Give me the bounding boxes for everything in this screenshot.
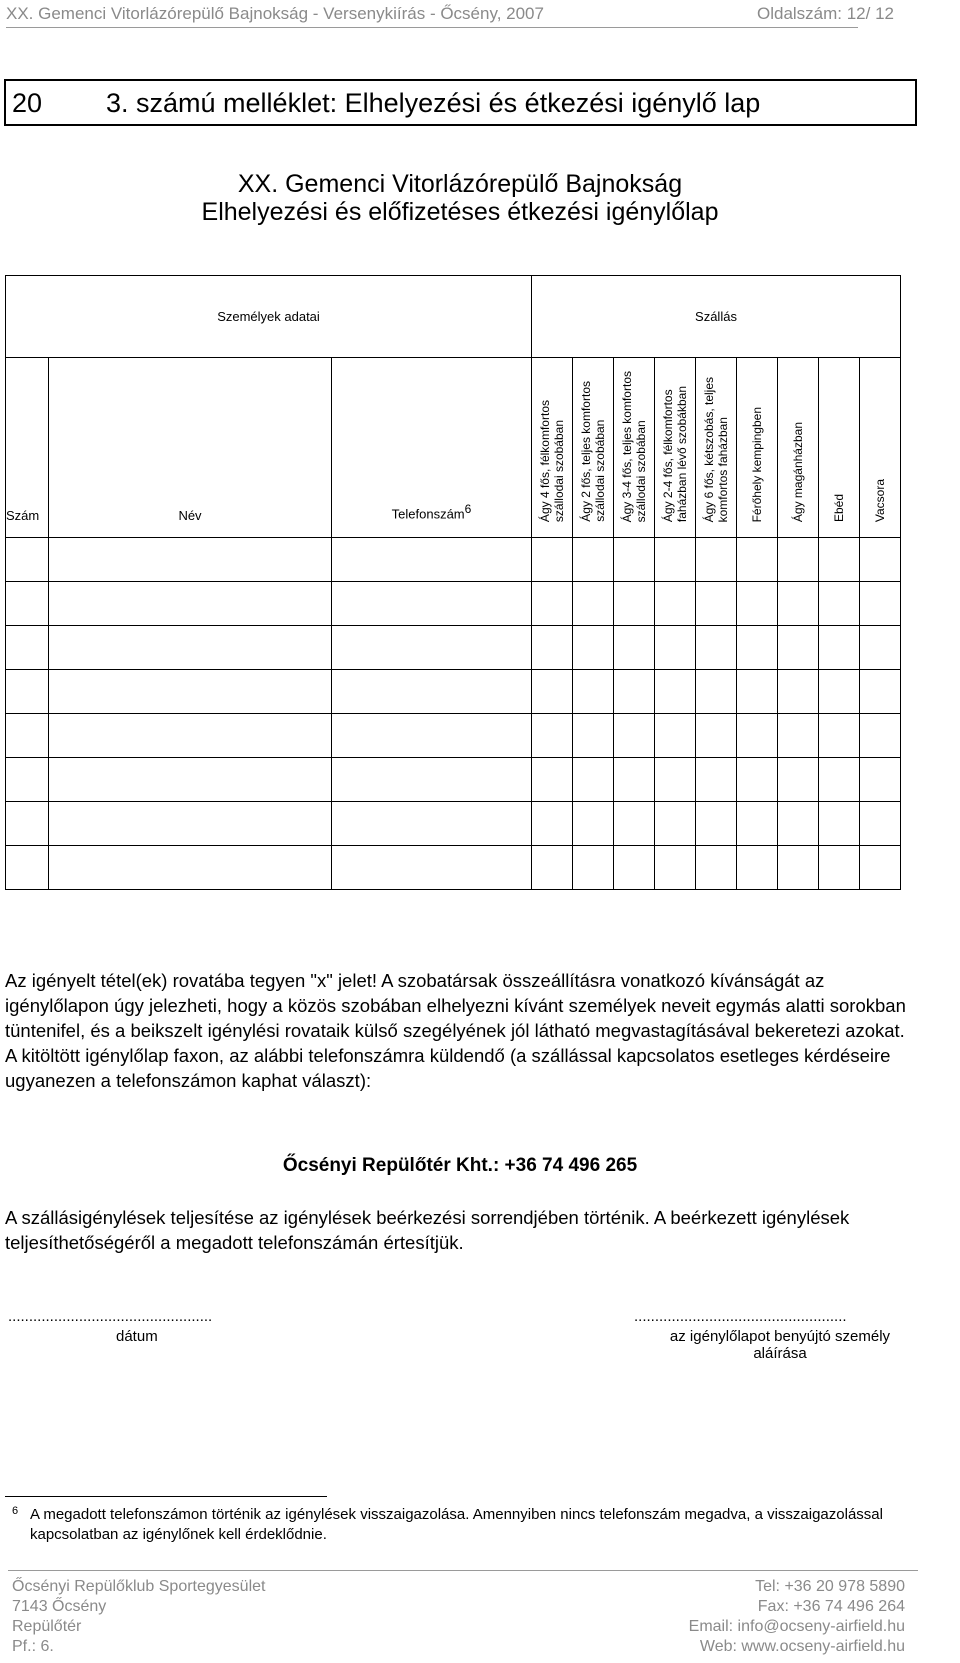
- form-cell[interactable]: [819, 582, 860, 626]
- col-header-ebed: Ebéd: [819, 358, 860, 538]
- table-row: [6, 670, 901, 714]
- form-cell[interactable]: [49, 802, 332, 846]
- form-cell[interactable]: [819, 626, 860, 670]
- date-dots: .................................................: [8, 1308, 213, 1325]
- form-cell[interactable]: [49, 758, 332, 802]
- form-cell[interactable]: [614, 714, 655, 758]
- form-cell[interactable]: [655, 538, 696, 582]
- form-cell[interactable]: [778, 846, 819, 890]
- footnote-mark: 6: [464, 501, 472, 516]
- form-cell[interactable]: [532, 582, 573, 626]
- col-header-vacsora: Vacsora: [860, 358, 901, 538]
- section-title: 3. számú melléklet: Elhelyezési és étkezési igénylő lap: [106, 88, 761, 118]
- form-cell[interactable]: [532, 670, 573, 714]
- form-cell[interactable]: [860, 582, 901, 626]
- form-cell[interactable]: [655, 802, 696, 846]
- form-cell[interactable]: [49, 582, 332, 626]
- form-cell[interactable]: [532, 714, 573, 758]
- form-cell[interactable]: [819, 670, 860, 714]
- footnote-rule: [5, 1496, 327, 1497]
- form-cell[interactable]: [737, 670, 778, 714]
- form-cell[interactable]: [332, 758, 532, 802]
- request-table: [5, 275, 901, 890]
- table-row: [6, 714, 901, 758]
- form-cell[interactable]: [6, 670, 49, 714]
- form-cell[interactable]: [614, 846, 655, 890]
- date-label: dátum: [116, 1328, 158, 1345]
- form-cell[interactable]: [737, 802, 778, 846]
- col-header-lodging-4: Ágy 2-4 fős, félkomfortos faházban lévő szobákban: [655, 358, 696, 538]
- form-cell[interactable]: [49, 714, 332, 758]
- footer-rule: [8, 1570, 918, 1571]
- form-cell[interactable]: [49, 670, 332, 714]
- document-header-title: XX. Gemenci Vitorlázórepülő Bajnokság - Versenykiírás - Őcsény, 2007: [6, 4, 544, 23]
- col-header-nev: Név: [49, 358, 332, 538]
- form-cell[interactable]: [6, 538, 49, 582]
- form-cell[interactable]: [6, 626, 49, 670]
- form-title-line1: XX. Gemenci Vitorlázórepülő Bajnokság: [237, 170, 683, 198]
- col-header-kemping: Férőhely kempingben: [737, 358, 778, 538]
- form-cell[interactable]: [696, 714, 737, 758]
- table-row: [6, 538, 901, 582]
- instructions-paragraph: Az igényelt tétel(ek) rovatába tegyen "x" jelet! A szobatársak összeállításra vonatkozó kívánságát az igénylőlapon úgy jelezheti, hogy a közös szobában elhelyezni kívánt személyek neveit egymás alatti sorokban tüntenifel, és a beikszelt igénylési rovataik külső szegélyének jól látható megvastagításával bekeretezi azokat. A kitöltött igénylőlap faxon, az alábbi telefonszámra küldendő (a szállással kapcsolatos esetleges kérdéseire ugyanezen a telefonszámon kaphat választ):: [5, 970, 906, 1091]
- form-cell[interactable]: [332, 538, 532, 582]
- form-cell[interactable]: [332, 582, 532, 626]
- form-cell[interactable]: [655, 758, 696, 802]
- form-cell[interactable]: [332, 846, 532, 890]
- signature-label: az igénylőlapot benyújtó személy aláírása: [669, 1328, 891, 1362]
- form-cell[interactable]: [819, 758, 860, 802]
- form-cell[interactable]: [737, 714, 778, 758]
- group-header-lodging: Szállás: [532, 276, 901, 358]
- form-cell[interactable]: [778, 758, 819, 802]
- form-cell[interactable]: [696, 670, 737, 714]
- form-cell[interactable]: [737, 538, 778, 582]
- form-cell[interactable]: [778, 626, 819, 670]
- form-cell[interactable]: [532, 846, 573, 890]
- form-cell[interactable]: [860, 846, 901, 890]
- group-header-person: Személyek adatai: [6, 276, 532, 358]
- form-cell[interactable]: [573, 626, 614, 670]
- form-cell[interactable]: [655, 626, 696, 670]
- form-cell[interactable]: [655, 670, 696, 714]
- table-row: [6, 758, 901, 802]
- form-cell[interactable]: [6, 582, 49, 626]
- col-header-lodging-3: Ágy 3-4 fős, teljes komfortos szállodai szobában: [614, 358, 655, 538]
- group-header-row: [6, 276, 901, 358]
- form-cell[interactable]: [614, 758, 655, 802]
- form-cell[interactable]: [49, 626, 332, 670]
- form-cell[interactable]: [614, 802, 655, 846]
- form-cell[interactable]: [737, 758, 778, 802]
- footer-right: Tel: +36 20 978 5890 Fax: +36 74 496 264 Email: info@ocseny-airfield.hu Web: www.ocseny-airfield.hu: [688, 1578, 905, 1655]
- form-cell[interactable]: [573, 846, 614, 890]
- form-cell[interactable]: [696, 538, 737, 582]
- form-cell[interactable]: [573, 802, 614, 846]
- form-cell[interactable]: [532, 802, 573, 846]
- processing-note: A szállásigénylések teljesítése az igénylések beérkezési sorrendjében történik. A beérkezett igénylések teljesíthetőségéről a megadott telefonszámán értesítjük.: [5, 1207, 850, 1253]
- footnote-text: A megadott telefonszámon történik az igénylések visszaigazolása. Amennyiben nincs telefonszám megadva, a visszaigazolással kapcsolatban az igénylőnek kell érdeklődnie.: [30, 1506, 883, 1543]
- form-cell[interactable]: [573, 538, 614, 582]
- col-header-maganhaz: Ágy magánházban: [778, 358, 819, 538]
- form-cell[interactable]: [655, 846, 696, 890]
- form-cell[interactable]: [778, 802, 819, 846]
- form-cell[interactable]: [614, 626, 655, 670]
- form-cell[interactable]: [819, 714, 860, 758]
- form-cell[interactable]: [49, 538, 332, 582]
- table-row: [6, 846, 901, 890]
- column-header-row: [6, 358, 901, 538]
- form-cell[interactable]: [655, 582, 696, 626]
- page-number: Oldalszám: 12/ 12: [756, 4, 894, 23]
- table-row: [6, 802, 901, 846]
- table-row: [6, 626, 901, 670]
- contact-phone: Őcsényi Repülőtér Kht.: +36 74 496 265: [282, 1155, 638, 1176]
- form-cell[interactable]: [332, 670, 532, 714]
- form-cell[interactable]: [696, 758, 737, 802]
- form-cell[interactable]: [573, 758, 614, 802]
- form-cell[interactable]: [6, 846, 49, 890]
- footnote-number: 6: [12, 1505, 19, 1517]
- form-cell[interactable]: [332, 802, 532, 846]
- section-number: 20: [12, 88, 43, 118]
- form-cell[interactable]: [573, 714, 614, 758]
- form-cell[interactable]: [49, 846, 332, 890]
- footer-left: Őcsényi Repülőklub Sportegyesület 7143 Őcsény Repülőtér Pf.: 6.: [12, 1578, 266, 1655]
- form-cell[interactable]: [860, 626, 901, 670]
- form-cell[interactable]: [6, 802, 49, 846]
- form-cell[interactable]: [532, 758, 573, 802]
- form-cell[interactable]: [6, 714, 49, 758]
- form-cell[interactable]: [860, 670, 901, 714]
- table-row: [6, 582, 901, 626]
- form-cell[interactable]: [532, 538, 573, 582]
- col-header-lodging-5: Ágy 6 fős, kétszobás, teljes komfortos faházban: [696, 358, 737, 538]
- form-cell[interactable]: [532, 626, 573, 670]
- col-header-lodging-2: Ágy 2 fős, teljes komfortos szállodai szobában: [573, 358, 614, 538]
- form-cell[interactable]: [614, 670, 655, 714]
- form-cell[interactable]: [6, 758, 49, 802]
- form-cell[interactable]: [573, 670, 614, 714]
- form-cell[interactable]: [819, 802, 860, 846]
- col-header-telefon: Telefonszám$^6$: [332, 358, 532, 538]
- form-cell[interactable]: [332, 626, 532, 670]
- form-title-line2: Elhelyezési és előfizetéses étkezési igénylőlap: [201, 198, 719, 226]
- form-cell[interactable]: [778, 714, 819, 758]
- form-cell[interactable]: [778, 670, 819, 714]
- col-header-szam: Szám: [6, 358, 49, 538]
- signature-dots: ...................................................: [634, 1308, 847, 1325]
- form-cell[interactable]: [737, 582, 778, 626]
- form-cell[interactable]: [696, 846, 737, 890]
- form-cell[interactable]: [778, 538, 819, 582]
- form-cell[interactable]: [573, 582, 614, 626]
- form-cell[interactable]: [737, 626, 778, 670]
- form-cell[interactable]: [819, 846, 860, 890]
- footnote: [12, 1505, 892, 1545]
- form-cell[interactable]: [860, 714, 901, 758]
- form-cell[interactable]: [860, 538, 901, 582]
- form-cell[interactable]: [332, 714, 532, 758]
- form-cell[interactable]: [614, 538, 655, 582]
- form-cell[interactable]: [696, 802, 737, 846]
- header-rule: [6, 27, 858, 28]
- form-cell[interactable]: [778, 582, 819, 626]
- form-cell[interactable]: [737, 846, 778, 890]
- form-cell[interactable]: [860, 802, 901, 846]
- form-cell[interactable]: [614, 582, 655, 626]
- form-cell[interactable]: [819, 538, 860, 582]
- form-cell[interactable]: [860, 758, 901, 802]
- form-cell[interactable]: [696, 582, 737, 626]
- form-cell[interactable]: [696, 626, 737, 670]
- col-header-lodging-1: Ágy 4 fős, félkomfortos szállodai szobában: [532, 358, 573, 538]
- form-cell[interactable]: [655, 714, 696, 758]
